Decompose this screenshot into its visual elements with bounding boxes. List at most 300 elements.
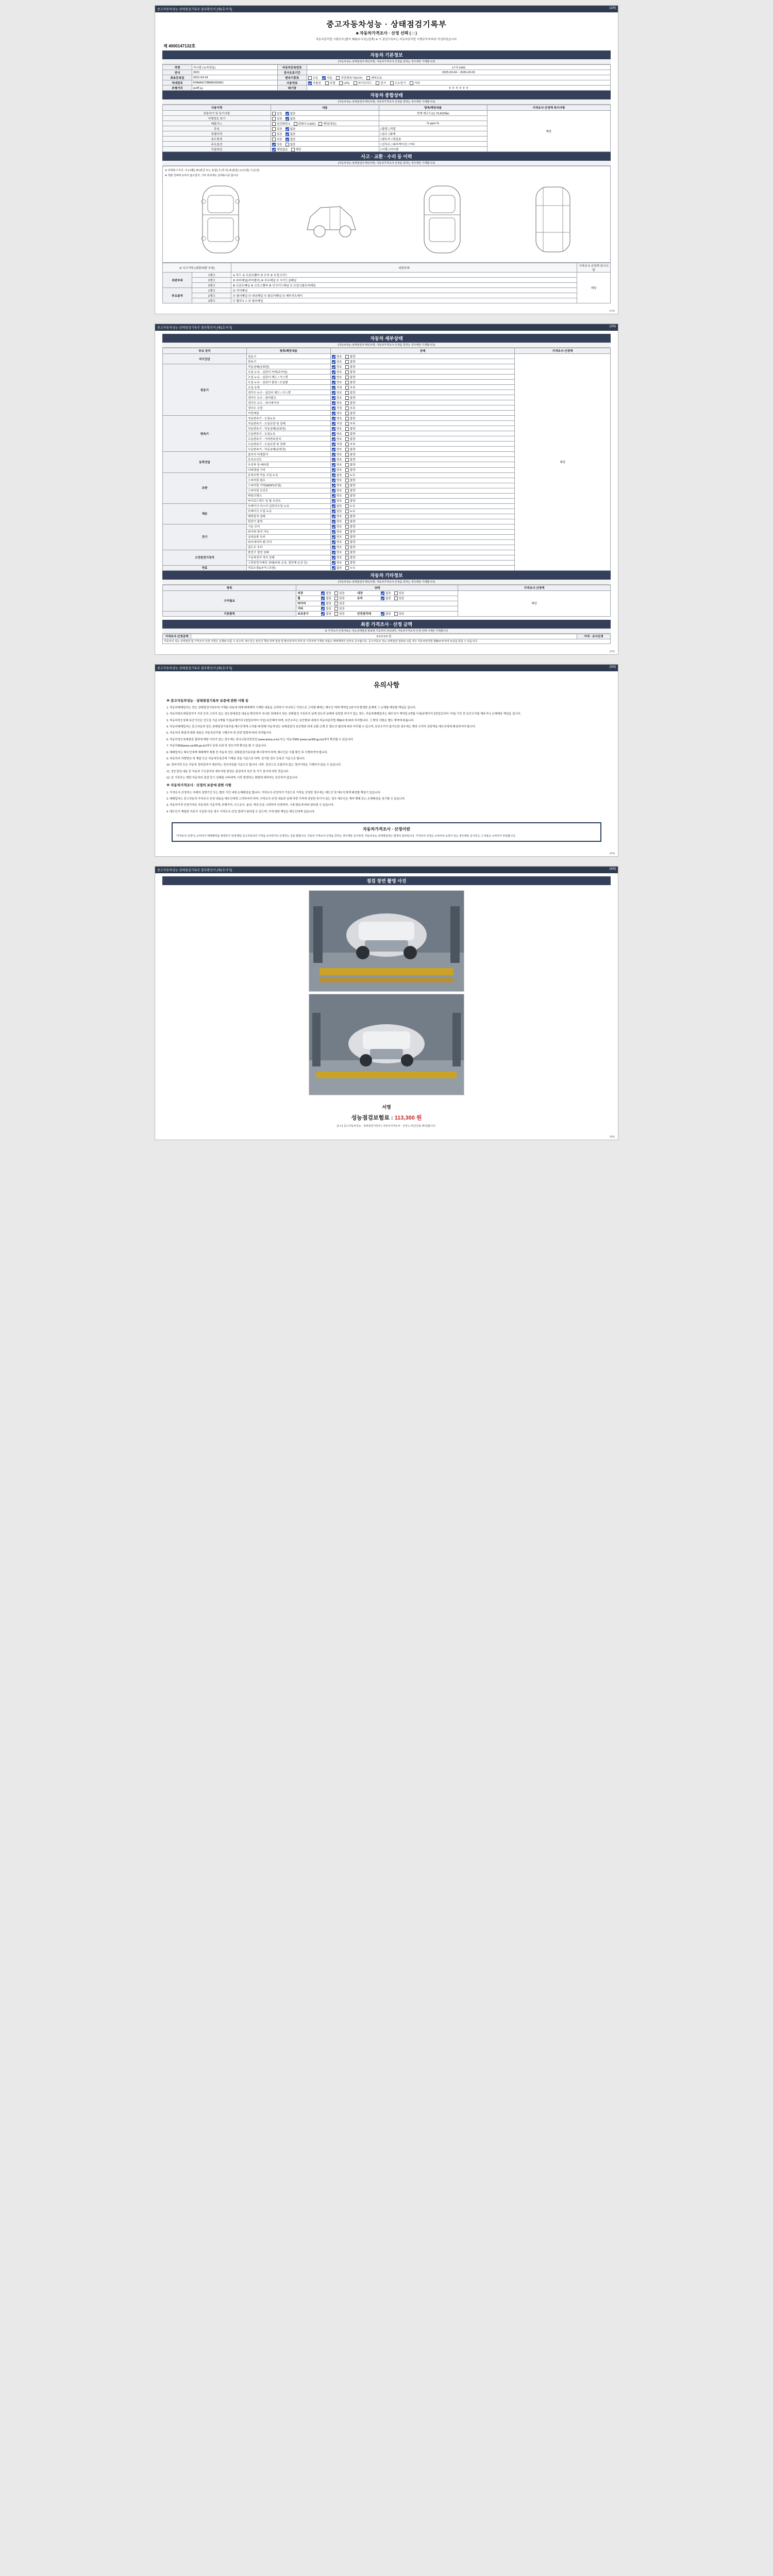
car-side-view-icon <box>303 181 360 258</box>
label-vin: 차대번호 <box>163 80 192 86</box>
state-option[interactable]: 양호 <box>332 463 342 467</box>
state-option[interactable]: 양호 <box>332 457 342 462</box>
option-trans-semiauto[interactable]: 세미오토 <box>366 76 382 80</box>
state-option[interactable]: 양호 <box>332 494 342 498</box>
car-diagram-panel <box>162 166 611 263</box>
topbar-3-right: (3/4) <box>609 665 616 669</box>
state-option[interactable]: 불량 <box>345 561 356 565</box>
detail-item-state[interactable] <box>330 369 514 375</box>
accident-col-outer: 외판부위 <box>231 263 577 273</box>
state-option[interactable]: 불량 <box>345 478 356 482</box>
other-state-cell[interactable]: 타이어 없음 있음 <box>296 601 458 606</box>
state-option[interactable]: 양호 <box>332 535 342 539</box>
state-option[interactable]: 양호 <box>332 401 342 405</box>
fee-line <box>162 1113 611 1122</box>
state-option[interactable]: 누유 <box>345 504 356 508</box>
detail-item-label: 클러치 어셈블리 <box>246 452 330 457</box>
table-row <box>163 278 611 283</box>
detail-item-label: 고전원전기배선 상태(피복 손상, 절연체 손상 등) <box>246 560 330 565</box>
section-overall-header: 자동차 종합상태 <box>162 91 611 99</box>
table-row <box>163 111 611 116</box>
state-option[interactable]: 양호 <box>332 468 342 472</box>
accident-col-right: 가격조사·산정액 특이사항 <box>577 263 611 273</box>
detail-item-state[interactable] <box>330 411 514 416</box>
option-fuel-gasoline[interactable]: 가솔린 <box>308 81 321 85</box>
detail-item-state[interactable] <box>330 560 514 565</box>
state-option[interactable]: 불량 <box>345 555 356 560</box>
table-row <box>163 263 611 273</box>
option-fuel-diesel[interactable]: 디젤 <box>325 81 335 85</box>
other-col-state: 상태 <box>296 585 458 590</box>
state-option[interactable]: 없음 <box>332 509 342 513</box>
state-option[interactable]: 불량 <box>345 401 356 405</box>
row-opts-1[interactable]: 있음 없음 <box>271 116 379 121</box>
detail-item-state[interactable] <box>330 442 514 447</box>
state-option[interactable]: 불량 <box>345 396 356 400</box>
accident-legend-left: ※ 사고이력 (외판/내판 추천) <box>163 263 231 273</box>
parts-row-2: ⑤ 쿼터패널(리어펜더) ⑥ 루프패널 ⑦ 사이드실패널 <box>231 278 577 283</box>
detail-item-label: 오일 누유 - 실린더 헤드 / 가스켓 <box>246 375 330 380</box>
state-option[interactable]: 불량 <box>345 494 356 498</box>
price-remark-cell: 해당 <box>487 111 610 152</box>
detail-item-state[interactable] <box>330 514 514 519</box>
col-detail: 항목/해당내용 <box>379 105 487 111</box>
detail-item-state[interactable] <box>330 385 514 390</box>
option-trans-auto[interactable]: 자동 <box>322 76 332 80</box>
state-option[interactable]: 불량 <box>345 550 356 554</box>
state-option[interactable]: 부족 <box>345 406 356 410</box>
notices-sub-head: ※ 자동차가격조사 · 산정의 보증에 관한 사항 <box>166 784 232 788</box>
price-survey-box-text: "가격조사·산정"은 소비자가 매매계약을 체결하기 전에 해당 중고자동차의 가격을 조사하거나 산정하는 것을 말합니다. 자동차 가격조사·산정을 원하는 경우에만 실시하며, 자동차성능·상태점검과는 별개의 절차입니다. 가격조사·산정은 소비자의 요청이 있는 경우에만 실시하고 그 비용은 소비자가 부담합니다. <box>176 835 516 838</box>
page-3-footer: (3/4) <box>609 852 615 856</box>
row-opts-4[interactable]: 있음 없음 <box>271 131 379 137</box>
state-option[interactable]: 양호 <box>332 365 342 369</box>
section-other-header: 자동차 기타정보 <box>162 571 611 580</box>
row-label-2: 배출가스 <box>163 121 271 126</box>
accident-parts-table <box>162 263 611 303</box>
other-state-cell[interactable]: 휠 없음 있음 유리 없음 있음 <box>296 596 458 601</box>
state-option[interactable]: 부족 <box>345 442 356 446</box>
state-option[interactable]: 누유 <box>345 509 356 513</box>
state-option[interactable]: 적정 <box>332 442 342 446</box>
detail-item-state[interactable] <box>330 545 514 550</box>
state-option[interactable]: 불량 <box>345 447 356 451</box>
notices-body <box>162 693 611 818</box>
state-option[interactable]: 불량 <box>345 519 356 523</box>
state-option[interactable]: 양호 <box>332 514 342 518</box>
row-note-6: □선루프 □네비게이션 □기타 <box>379 142 487 147</box>
device-group-label: 조향 <box>163 472 247 503</box>
detail-item-label: 스티어링 펌프 <box>246 478 330 483</box>
state-option[interactable]: 불량 <box>345 360 356 364</box>
state-option[interactable]: 양호 <box>332 396 342 400</box>
other-table-body <box>163 590 611 616</box>
state-option[interactable]: 불량 <box>345 391 356 395</box>
state-option[interactable]: 양호 <box>332 375 342 379</box>
detail-item-state[interactable] <box>330 539 514 545</box>
state-option[interactable]: 적정 <box>332 406 342 410</box>
detail-item-state[interactable] <box>330 498 514 503</box>
state-option[interactable]: 부족 <box>345 385 356 389</box>
label-regno: 자동차등록번호 <box>277 65 307 70</box>
page-4-topbar <box>155 867 618 873</box>
price-survey-definition-box <box>172 822 601 842</box>
row-label-6: 주요옵션 <box>163 142 271 147</box>
detail-item-state[interactable] <box>330 565 514 570</box>
state-option[interactable]: 없음 <box>332 504 342 508</box>
detail-item-state[interactable] <box>330 488 514 493</box>
table-row <box>163 634 611 639</box>
state-option[interactable]: 불량 <box>345 463 356 467</box>
detail-price-cell: 해당 <box>515 354 611 571</box>
detail-item-state[interactable] <box>330 447 514 452</box>
state-option[interactable]: 양호 <box>332 561 342 565</box>
row-note-7: □이행 □미이행 <box>379 147 487 152</box>
detail-item-state[interactable] <box>330 457 514 462</box>
table-row <box>163 70 611 75</box>
value-year: 2021 <box>192 70 278 75</box>
detail-item-state[interactable] <box>330 503 514 509</box>
detail-item-state[interactable] <box>330 375 514 380</box>
detail-item-label: 오일 누유 - 실린더 커버(로커암) <box>246 369 330 375</box>
detail-item-state[interactable] <box>330 478 514 483</box>
other-state-cell[interactable]: 기타 없음 있음 <box>296 606 458 611</box>
other-state-cell[interactable]: 보유공구 없음 있음 안전삼각대 없음 있음 <box>296 611 458 616</box>
page-4-footer-note: [1 Y ] 중고자동차성능 · 상태점검기록부 | 자동차가격조사 · 산정 1 부(인감용 확인)합니다. <box>337 1125 436 1128</box>
final-price-body-text: 자동차의 성능·상태점검 및 가격조사·산정 사항은 실제와 다를 수 있으며, 매수인은 본인의 책임 하에 점검 및 확인하여야 하며 본 기록부에 기재된 내용은 매매계약의 일부로 간주됩니다. 중고자동차 성능·상태점검 결과와 다를 경우 자동차관리법 제58조에 따라 보상을 받을 수 있습니다. <box>163 639 611 643</box>
state-option[interactable]: 양호 <box>332 411 342 415</box>
state-option[interactable]: 불량 <box>345 452 356 456</box>
state-option[interactable]: 불량 <box>345 545 356 549</box>
table-row <box>163 298 611 303</box>
inspection-photo-2-icon <box>309 994 464 1095</box>
state-option[interactable]: 불량 <box>345 524 356 529</box>
value-inspection: 2025-03-04 ~ 2026-03-03 <box>307 70 610 75</box>
table-row <box>163 65 611 70</box>
value-firstreg: 2021-03-24 <box>192 75 278 80</box>
state-option[interactable]: 불량 <box>345 380 356 384</box>
state-option[interactable]: 불량 <box>345 365 356 369</box>
topbar-right-text: (1/4) <box>609 7 616 10</box>
detail-item-state[interactable] <box>330 364 514 369</box>
notice-sub-item: 3. 자동차가격 산정가격은 자동차의 기준가액, 주행거리, 사고유무, 옵션, 색상 등을 고려하여 산정하며, 시세 변동에 따라 달라질 수 있습니다. <box>166 804 334 807</box>
state-option[interactable]: 불량 <box>345 488 356 493</box>
detail-item-label: 등속조인트 <box>246 457 330 462</box>
detail-item-label: 변속기 <box>246 359 330 364</box>
state-option[interactable]: 양호 <box>332 499 342 503</box>
topbar-3-left: 중고자동차성능·상태점검기록부 첨부확인서 [제1호서식] <box>157 667 232 670</box>
notices-title: 유의사항 <box>373 681 400 689</box>
detail-item-state[interactable] <box>330 467 514 472</box>
col-price-remark: 가격조사·산정액 특이사항 <box>487 105 610 111</box>
state-option[interactable]: 양호 <box>332 540 342 544</box>
row-opts-0[interactable]: 있음 없음 <box>271 111 379 116</box>
label-carname: 차명 <box>163 65 192 70</box>
option-fuel-electric[interactable]: 전기 <box>376 81 386 85</box>
state-option[interactable]: 양호 <box>332 555 342 560</box>
option-fuel-hydrogen[interactable]: 수소전기 <box>390 81 406 85</box>
other-group-label: 수리필요 <box>163 590 296 611</box>
state-option[interactable]: 불량 <box>345 540 356 544</box>
state-option[interactable]: 양호 <box>332 447 342 451</box>
photo-area <box>162 885 611 1100</box>
detail-item-label: 커먼레일 <box>246 411 330 416</box>
detail-item-state[interactable] <box>330 354 514 359</box>
state-option[interactable]: 양호 <box>332 427 342 431</box>
inspection-photo-1-icon <box>309 890 464 992</box>
state-option[interactable]: 양호 <box>332 519 342 523</box>
state-option[interactable]: 양호 <box>332 545 342 549</box>
detail-item-state[interactable] <box>330 534 514 539</box>
detail-item-label: 라디에이터 팬 모터 <box>246 539 330 545</box>
option-fuel-other[interactable]: 기타 <box>410 81 420 85</box>
state-option[interactable]: 양호 <box>332 488 342 493</box>
state-option[interactable]: 양호 <box>332 530 342 534</box>
state-option[interactable]: 양호 <box>332 483 342 487</box>
state-option[interactable]: 양호 <box>332 360 342 364</box>
row-note-4: □침수 □화재 <box>379 131 487 137</box>
state-option[interactable]: 양호 <box>332 370 342 374</box>
detail-item-label: 충전구 절연 상태 <box>246 550 330 555</box>
device-group-label: 연료 <box>163 565 247 570</box>
detail-item-label: 냉각수 누수 - 라디에이터 <box>246 400 330 405</box>
value-carname: 카니발 (뉴바겐올) <box>192 65 278 70</box>
parts-row-4: ⑫ 리어패널 <box>231 288 577 293</box>
row-label-0: 전용차기 및 특기사항 <box>163 111 271 116</box>
device-group-label: 제동 <box>163 503 247 524</box>
detail-item-label: 연료누출(LP가스포함) <box>246 565 330 570</box>
detail-item-label: 실내송풍 모터 <box>246 534 330 539</box>
label-transmission: 변속기종류 <box>277 75 307 80</box>
notice-item: 9. 자동차의 차량번호 및 제원 등은 자동차등록증에 기재된 것을 기준으로 하며, 상이한 경우 등록증 기준으로 합니다. <box>166 757 306 760</box>
parts-row-1: ① 후드 ② 프론트휀더 ③ 도어 ④ 트렁크리드 <box>231 273 577 278</box>
state-option[interactable]: 양호 <box>332 432 342 436</box>
detail-item-state[interactable] <box>330 395 514 400</box>
state-option[interactable]: 양호 <box>332 416 342 420</box>
state-option[interactable]: 양호 <box>332 391 342 395</box>
notice-item: 7. 자동차365(www.car365.go.kr)에서 상세 조회 및 성능이력 확인을 할 수 있습니다. <box>166 744 267 748</box>
detail-item-state[interactable] <box>330 462 514 467</box>
detail-item-label: 파워크랭크 <box>246 493 330 498</box>
detail-item-label: 자동변속기 - 작동상태(공회전) <box>246 426 330 431</box>
detail-item-state[interactable] <box>330 493 514 498</box>
detail-item-label: 수동변속기 - 작동상태(공회전) <box>246 447 330 452</box>
device-group-label: 자기진단 <box>163 354 247 364</box>
device-group-label: 동력전달 <box>163 452 247 472</box>
state-option[interactable]: 불량 <box>345 499 356 503</box>
row-label-7: 리콜대상 <box>163 147 271 152</box>
detail-item-state[interactable] <box>330 390 514 395</box>
row-label-5: 용도변경 <box>163 137 271 142</box>
detail-item-state[interactable] <box>330 524 514 529</box>
state-option[interactable]: 불량 <box>345 437 356 441</box>
state-option[interactable]: 불량 <box>345 354 356 359</box>
parts-row-3: ⑧ 프론트패널 ⑨ 크로스멤버 ⑩ 인사이드패널 ⑪ 트렁크플로어패널 <box>231 283 577 288</box>
detail-item-state[interactable] <box>330 555 514 560</box>
state-option[interactable]: 없음 <box>332 566 342 570</box>
state-option[interactable]: 불량 <box>345 416 356 420</box>
table-row <box>163 590 611 596</box>
row-opts-3[interactable]: 있음 없음 <box>271 126 379 131</box>
row-opts-7[interactable]: 해당없음 해당 <box>271 147 379 152</box>
option-fuel-lpg[interactable]: LPG <box>339 81 349 85</box>
overall-state-table <box>162 105 611 152</box>
detail-item-label: 오일 누유 - 실린더 블록 / 오일팬 <box>246 380 330 385</box>
page-topbar <box>155 6 618 12</box>
notice-item: 1. 자동차매매업자는 성능·상태점검기록부에 기재된 내용에 대해 매매계약 기재한 내용을 교차하기 아니하고 거짓으로 고지할 때에는 매수인 에게 계약일 2년이내 발생한 문제에 그 손해를 배상할 책임을 집니다. <box>166 706 416 709</box>
col-content: 내용 <box>271 105 379 111</box>
state-option[interactable]: 불량 <box>345 411 356 415</box>
notice-item: 12. 본 기록부는 해당 자동차의 점검 당시 상태를 나타내며, 이후 발생하는 변화에 대하여는 보증하지 않습니다. <box>166 776 298 780</box>
state-option[interactable]: 불량 <box>345 535 356 539</box>
final-price-right-label: 가격 · 조사산정 <box>577 634 611 639</box>
state-option[interactable]: 양호 <box>332 380 342 384</box>
state-option[interactable]: 적정 <box>332 421 342 426</box>
state-option[interactable]: 양호 <box>332 524 342 529</box>
notice-sub-item: 1. 가격조사·산정자는 아래의 설명기간 또는 협의 기간 내에 손해배상을 합니다. 가격조사·산정자가 거짓으로 가격을 산정한 경우에는 매도인 및 매수인에게 배상할 책임이 있습니다. <box>166 791 381 794</box>
detail-item-state[interactable] <box>330 483 514 488</box>
detail-item-state[interactable] <box>330 529 514 534</box>
detail-item-label: 브레이크 오일 누유 <box>246 509 330 514</box>
state-option[interactable]: 불량 <box>345 427 356 431</box>
label-inspection: 검사유효기간 <box>277 70 307 75</box>
state-option[interactable]: 불량 <box>345 375 356 379</box>
document-page-1 <box>155 5 618 314</box>
row-label-3: 튜닝 <box>163 126 271 131</box>
detail-item-state[interactable] <box>330 550 514 555</box>
state-option[interactable]: 불량 <box>345 483 356 487</box>
row-note-0: 현재 레코드(1) 70,9029㎞ <box>379 111 487 116</box>
detail-item-state[interactable] <box>330 472 514 478</box>
detail-state-table <box>162 348 611 571</box>
page-subtitle: ■ 자동차가격조사 · 산정 선택 ( □ ) <box>356 31 417 36</box>
state-option[interactable]: 불량 <box>345 530 356 534</box>
table-header-row <box>163 105 611 111</box>
final-price-table <box>162 634 611 644</box>
diagram-legend-2: ※ 착탈 상태에 속하지 않으면서, 기타 위치에도 상태표시를 합니다 <box>165 174 239 178</box>
notice-sub-item: 2. 매매업자는 중고자동차 가격조사·산정 내용을 매수인에게 고지하여야 하며, 가격조사·산정 내용과 실제 차량 가격에 상당한 차이가 있는 경우 매수인은 계약 해제 또는 손해배상을 청구할 수 있습니다. <box>166 797 406 801</box>
signature-label: 서명 <box>382 1105 391 1110</box>
table-row <box>163 639 611 643</box>
state-option[interactable]: 불량 <box>345 457 356 462</box>
row-note-2: % ppm % <box>379 121 487 126</box>
col-state: 상태 <box>330 348 514 354</box>
table-row <box>163 293 611 298</box>
detail-item-state[interactable] <box>330 380 514 385</box>
state-option[interactable]: 양호 <box>332 354 342 359</box>
topbar-4-right: (4/4) <box>609 868 616 871</box>
detail-item-state[interactable] <box>330 509 514 514</box>
value-fuel <box>307 80 610 86</box>
detail-item-label: 빌전기 출력 <box>246 519 330 524</box>
page-2-footer: (2/4) <box>609 650 615 653</box>
state-option[interactable]: 불량 <box>345 370 356 374</box>
table-header-row <box>163 585 611 590</box>
row-opts-6[interactable]: 있음 없음 <box>271 142 379 147</box>
other-col-price: 가격조사·산정액 <box>458 585 611 590</box>
state-option[interactable]: 불량 <box>345 432 356 436</box>
detail-item-state[interactable] <box>330 452 514 457</box>
notice-item: 11. 성능점검 내용 중 자동차 구조장치의 세부사항 판정은 점검자의 육안 및 기기 검사에 의한 것입니다. <box>166 770 289 773</box>
detail-item-label: 오일 유량 <box>246 385 330 390</box>
fee-value: 113,300 원 <box>394 1115 422 1122</box>
notice-item: 10. 정비이력 등은 자동차 정비업자가 제공하는 전산자료를 기준으로 합니다. 다만, 전산으로 조회되지 않는 정비이력은 기재되지 않을 수 있습니다. <box>166 764 342 767</box>
state-option[interactable]: 양호 <box>332 550 342 554</box>
detail-item-state[interactable] <box>330 359 514 364</box>
detail-item-state[interactable] <box>330 431 514 436</box>
detail-item-state[interactable] <box>330 421 514 426</box>
device-group-label: 원동기 <box>163 364 247 416</box>
detail-item-label: 시동 모터 <box>246 524 330 529</box>
notice-item: 5. 자동차의 품질에 대한 내용은 자동차관리법 시행규칙 및 관련 법령에 따라 처리됩니다. <box>166 732 272 735</box>
car-underbody-view-icon <box>525 181 581 258</box>
detail-item-label: 타이로드엔드 및 볼 조인트 <box>246 498 330 503</box>
detail-item-state[interactable] <box>330 436 514 442</box>
row-label-1: 자체성호 표기 <box>163 116 271 121</box>
option-trans-manual[interactable]: 수동 <box>308 76 318 80</box>
notice-item: 8. 매매업자는 매수인에게 매매계약 체결 전 자동차 성능·상태점검기록부를 제시하여야 하며, 매수인은 이를 확인 후 서명하여야 합니다. <box>166 751 328 754</box>
photo-section-header: 점검 장면 촬영 사진 <box>162 876 611 885</box>
notice-item: 3. 자동차성능상태 보증기간은 인도일 기준 2개월 이상(주행거리 2천킬로미터 이상) 보증해야 하며, 보증수리는 보증범위 내에서 자동차관리법 제58조에 따라 처리합니다. 그 밖의 사항은 별도 계약에 따릅니다. <box>166 719 414 722</box>
detail-item-state[interactable] <box>330 400 514 405</box>
option-fuel-hybrid[interactable]: 하이브리드 <box>354 81 372 85</box>
table-row <box>163 288 611 293</box>
state-option[interactable]: 누유 <box>345 473 356 477</box>
option-trans-cvt[interactable]: 무단변속기(CVT) <box>336 76 362 80</box>
value-mileage: 04백 ㎞ <box>192 86 278 91</box>
state-option[interactable]: 부족 <box>345 421 356 426</box>
other-info-table <box>162 585 611 617</box>
price-survey-box-title: 자동차가격조사 · 산정이란 <box>362 827 411 832</box>
section-overall-note: (자동차성능·상태점검자 확인사항, 자동차가격조사·산정을 원하는 경우에만 기재합니다) <box>162 99 611 105</box>
state-option[interactable]: 양호 <box>332 478 342 482</box>
state-option[interactable]: 양호 <box>332 437 342 441</box>
state-option[interactable]: 불량 <box>345 468 356 472</box>
row-note-3: □불법 □적법 <box>379 126 487 131</box>
detail-item-label: 냉각수 수량 <box>246 405 330 411</box>
state-option[interactable]: 양호 <box>332 452 342 456</box>
row-opts-5[interactable]: 있음 없음 <box>271 137 379 142</box>
row-opts-2[interactable]: 일산화탄소 탄화수소(HC) 매연(경유) <box>271 121 379 126</box>
label-firstreg: 최초등록일 <box>163 75 192 80</box>
detail-item-label: 추진축 및 베어링 <box>246 462 330 467</box>
other-state-cell[interactable]: 외장 없음 있음 내장 없음 있음 <box>296 590 458 596</box>
page-title: 중고자동차성능 · 상태점검기록부 <box>326 20 447 29</box>
state-option[interactable]: 적정 <box>332 385 342 389</box>
accident-right-value: 해당 <box>577 273 611 303</box>
page-3-topbar <box>155 665 618 671</box>
state-option[interactable]: 누유 <box>345 566 356 570</box>
state-option[interactable]: 없음 <box>332 473 342 477</box>
detail-item-state[interactable] <box>330 405 514 411</box>
detail-item-label: 원동기 <box>246 354 330 359</box>
value-displacement: 0 0 0 0 0 0 <box>307 86 610 91</box>
detail-item-state[interactable] <box>330 416 514 421</box>
detail-table-body <box>163 354 611 571</box>
table-row <box>163 75 611 80</box>
label-displacement: 배기량 <box>277 86 307 91</box>
section-accident-header: 사고 · 교환 · 수리 등 이력 <box>162 152 611 161</box>
detail-item-state[interactable] <box>330 426 514 431</box>
notice-item: 6. 자동차성능상태점검 결과에 대한 이의가 있는 경우에는 한국교통안전공단 (www.kotsa.or.kr) 또는 자동차365 (www.car365.go.kr)에서 확인할 수 있습니다. <box>166 738 354 741</box>
other-col-item: 항목 <box>163 585 296 590</box>
page-note: 자동차관리법 시행규칙 [별지 제82호서식] (앞쪽) ※ 이 점검기록부는 자동차관리법 시행규칙에 따라 작성되었습니다. <box>315 38 458 41</box>
detail-item-state[interactable] <box>330 519 514 524</box>
detail-item-label: 스티어링 조인트 <box>246 488 330 493</box>
rank2-label: 2랭크 <box>192 278 231 283</box>
state-option[interactable]: 불량 <box>345 514 356 518</box>
document-page-4 <box>155 866 618 1140</box>
